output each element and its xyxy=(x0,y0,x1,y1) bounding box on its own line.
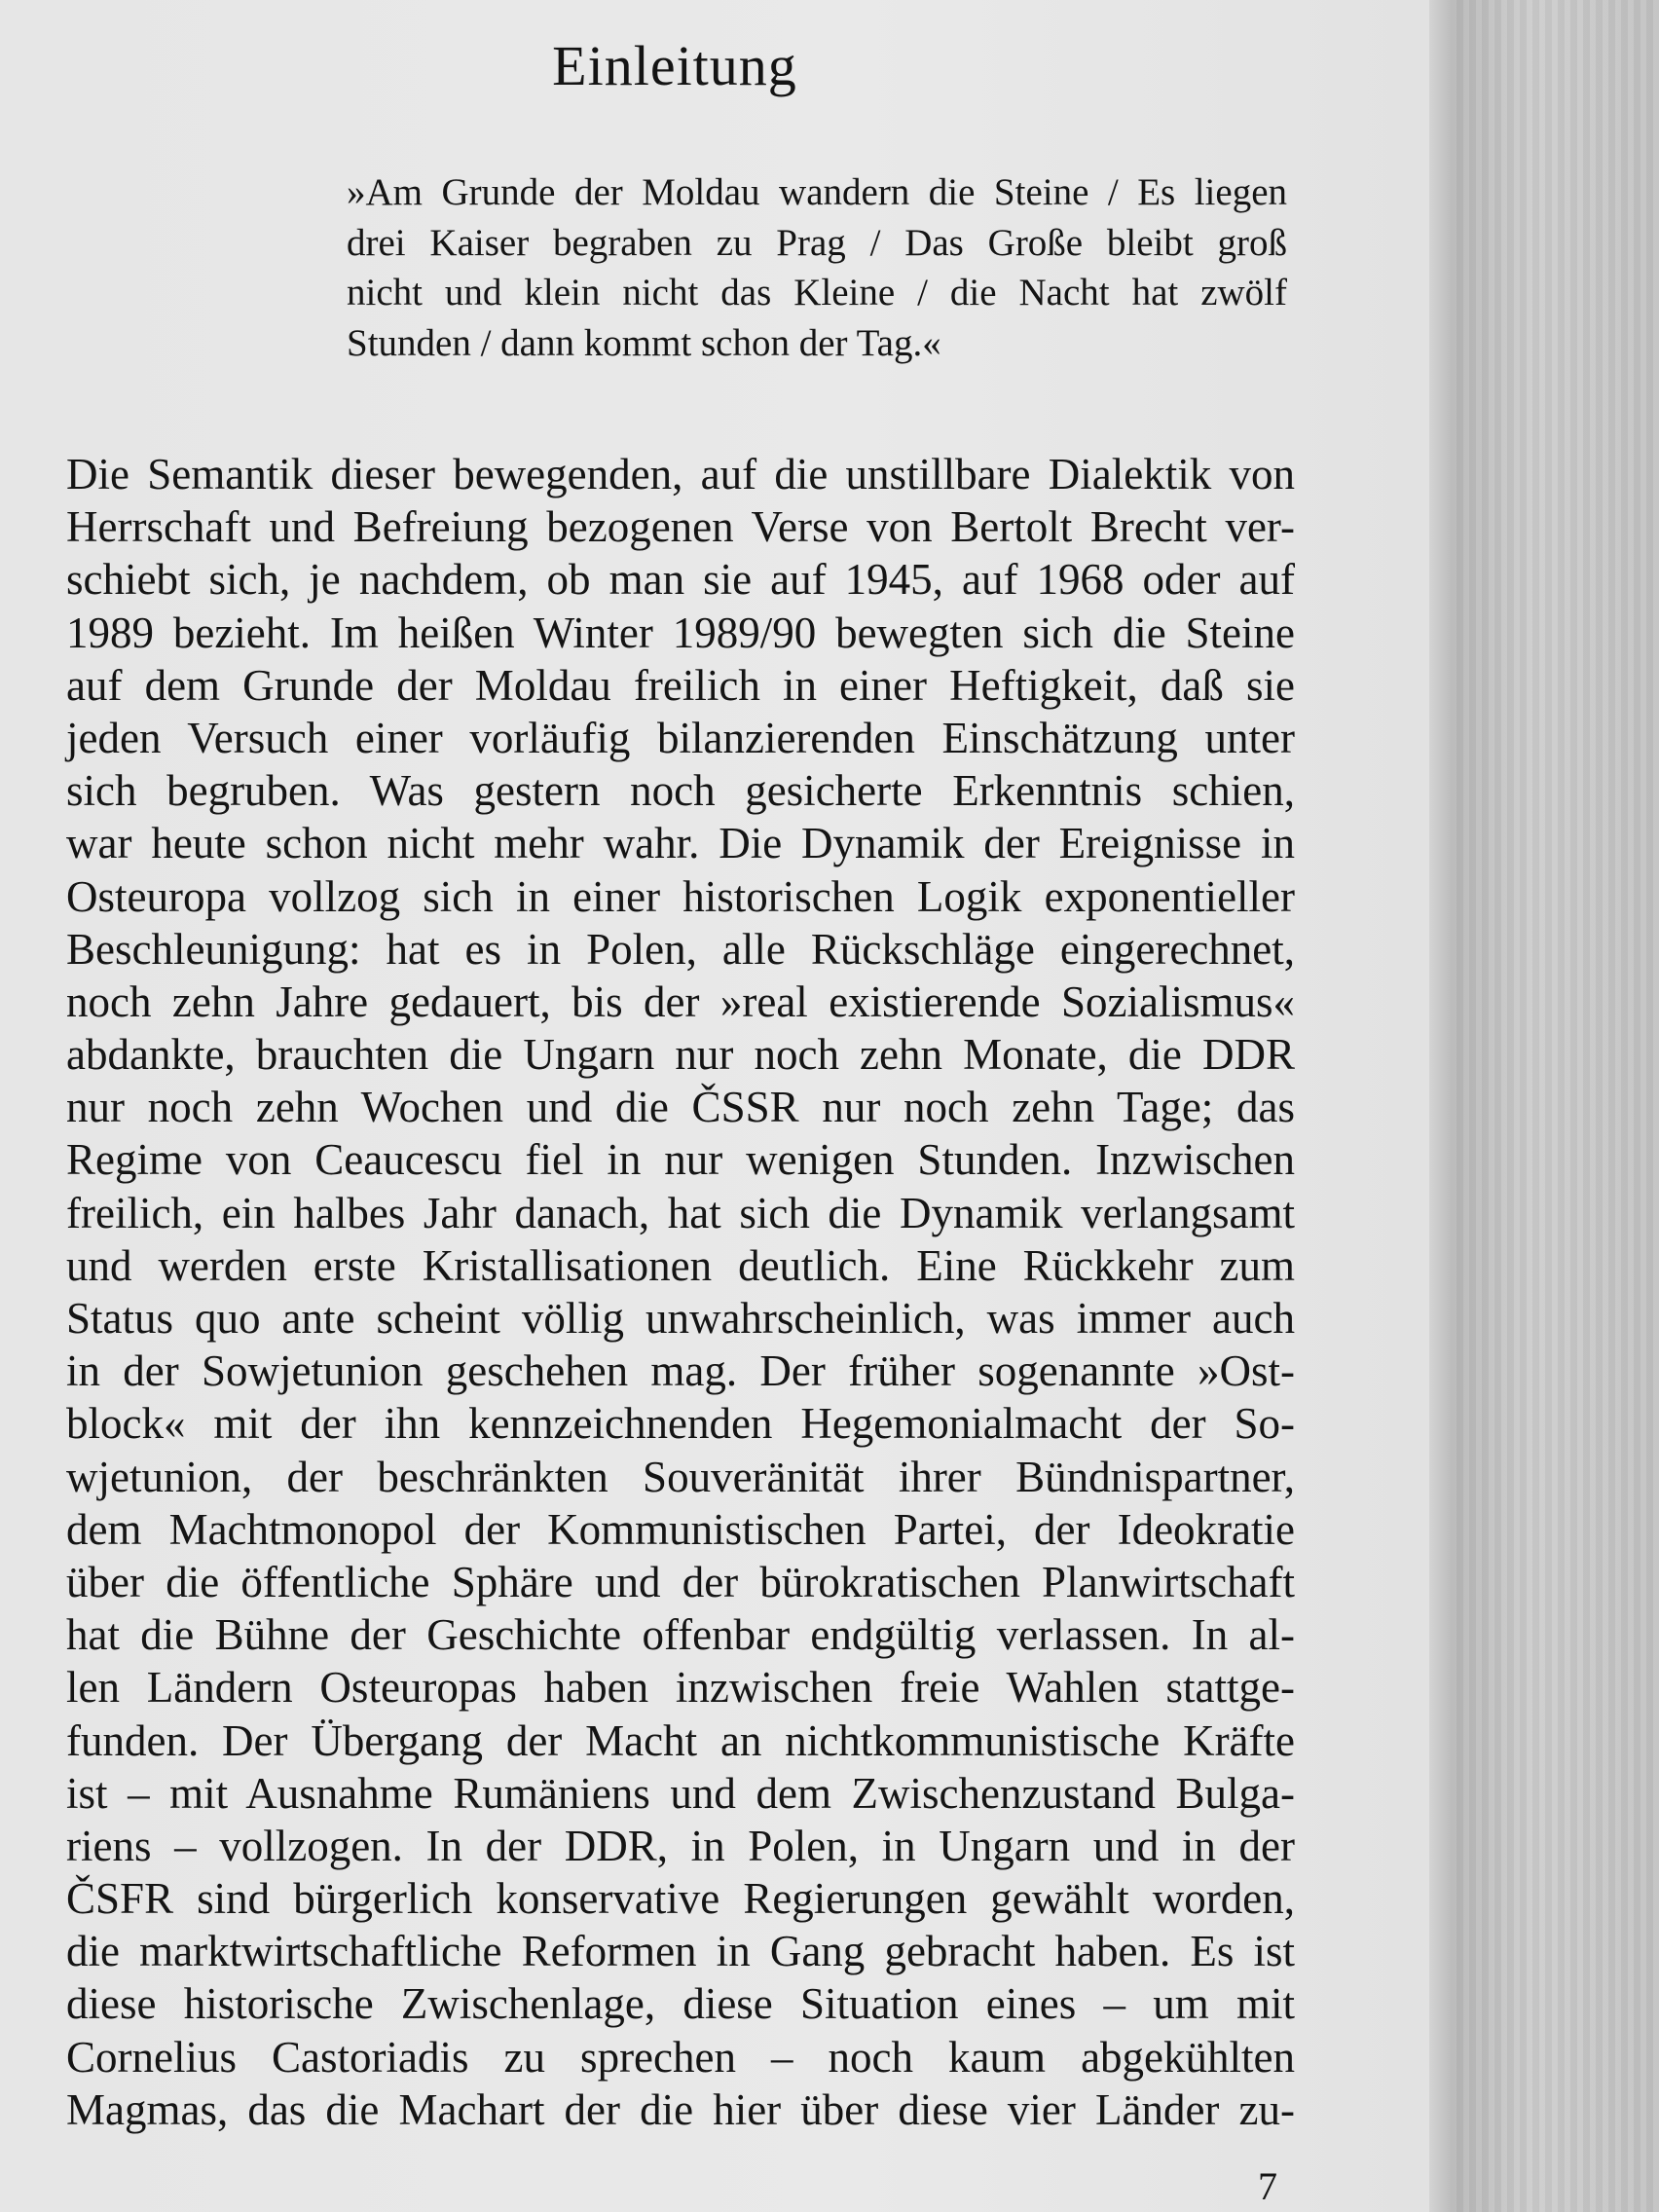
page-edge-shadow xyxy=(1429,0,1451,2212)
body-line: und werden erste Kristallisationen deutlich. Eine Rückkehr zum xyxy=(66,1240,1295,1290)
body-line: dem Machtmonopol der Kommunistischen Partei, der Ideokratie xyxy=(66,1504,1295,1554)
body-line: ČSFR sind bürgerlich konservative Regierungen gewählt worden, xyxy=(66,1874,1295,1924)
body-line: schiebt sich, je nachdem, ob man sie auf 1945, auf 1968 oder auf xyxy=(66,555,1295,605)
body-line: freilich, ein halbes Jahr danach, hat sich die Dynamik verlangsamt xyxy=(66,1188,1295,1237)
wood-backdrop xyxy=(1451,0,1659,2212)
epigraph-quote xyxy=(347,167,1287,368)
body-line: jeden Versuch einer vorläufig bilanzierenden Einschätzung unter xyxy=(66,713,1295,762)
body-line: wjetunion, der beschränkten Souveränität ihrer Bündnispartner, xyxy=(66,1452,1295,1501)
body-line: Status quo ante scheint völlig unwahrscheinlich, was immer auch xyxy=(66,1294,1295,1343)
body-line: Magmas, das die Machart der die hier über diese vier Länder zu- xyxy=(66,2084,1295,2134)
body-line: len Ländern Osteuropas haben inzwischen freie Wahlen stattge- xyxy=(66,1663,1295,1713)
body-line: Osteuropa vollzog sich in einer historischen Logik exponentieller xyxy=(66,871,1295,921)
body-line: die marktwirtschaftliche Reformen in Gang gebracht haben. Es ist xyxy=(66,1927,1295,1976)
body-line: in der Sowjetunion geschehen mag. Der früher sogenannte »Ost- xyxy=(66,1346,1295,1396)
epigraph-line: »Am Grunde der Moldau wandern die Steine / Es liegen xyxy=(347,171,1287,213)
body-paragraph xyxy=(66,448,1295,2136)
body-line: abdankte, brauchten die Ungarn nur noch zehn Monate, die DDR xyxy=(66,1030,1295,1080)
body-line: diese historische Zwischenlage, diese Situation eines – um mit xyxy=(66,1979,1295,2029)
body-line: hat die Bühne der Geschichte offenbar endgültig verlassen. In al- xyxy=(66,1610,1295,1660)
body-line: Beschleunigung: hat es in Polen, alle Rückschläge eingerechnet, xyxy=(66,924,1295,974)
body-line: Regime von Ceaucescu fiel in nur wenigen Stunden. Inzwischen xyxy=(66,1135,1295,1185)
body-line: über die öffentliche Sphäre und der bürokratischen Planwirtschaft xyxy=(66,1557,1295,1606)
body-line: riens – vollzogen. In der DDR, in Polen, in Ungarn und in der xyxy=(66,1821,1295,1870)
body-line: war heute schon nicht mehr wahr. Die Dynamik der Ereignisse in xyxy=(66,819,1295,868)
body-line: Cornelius Castoriadis zu sprechen – noch kaum abgekühlten xyxy=(66,2032,1295,2082)
body-line: noch zehn Jahre gedauert, bis der »real existierende Sozialismus« xyxy=(66,977,1295,1026)
body-line: 1989 bezieht. Im heißen Winter 1989/90 bewegten sich die Steine xyxy=(66,608,1295,657)
body-line: Herrschaft und Befreiung bezogenen Verse von Bertolt Brecht ver- xyxy=(66,502,1295,552)
body-line: nur noch zehn Wochen und die ČSSR nur noch zehn Tage; das xyxy=(66,1083,1295,1132)
body-line: Die Semantik dieser bewegenden, auf die unstillbare Dialektik von xyxy=(66,450,1295,498)
body-line: sich begruben. Was gestern noch gesicherte Erkenntnis schien, xyxy=(66,766,1295,816)
body-line: ist – mit Ausnahme Rumäniens und dem Zwischenzustand Bulga- xyxy=(66,1768,1295,1818)
body-line: funden. Der Übergang der Macht an nichtkommunistische Kräfte xyxy=(66,1715,1295,1765)
page-number: 7 xyxy=(1258,2164,1277,2208)
chapter-title: Einleitung xyxy=(552,34,797,97)
body-line: block« mit der ihn kennzeichnenden Hegemonialmacht der So- xyxy=(66,1399,1295,1449)
epigraph-line: nicht und klein nicht das Kleine / die Nacht hat zwölf xyxy=(347,272,1287,313)
epigraph-line: drei Kaiser begraben zu Prag / Das Große bleibt groß xyxy=(347,221,1287,264)
epigraph-line: Stunden / dann kommt schon der Tag.« xyxy=(347,321,941,364)
body-line: auf dem Grunde der Moldau freilich in einer Heftigkeit, daß sie xyxy=(66,660,1295,710)
